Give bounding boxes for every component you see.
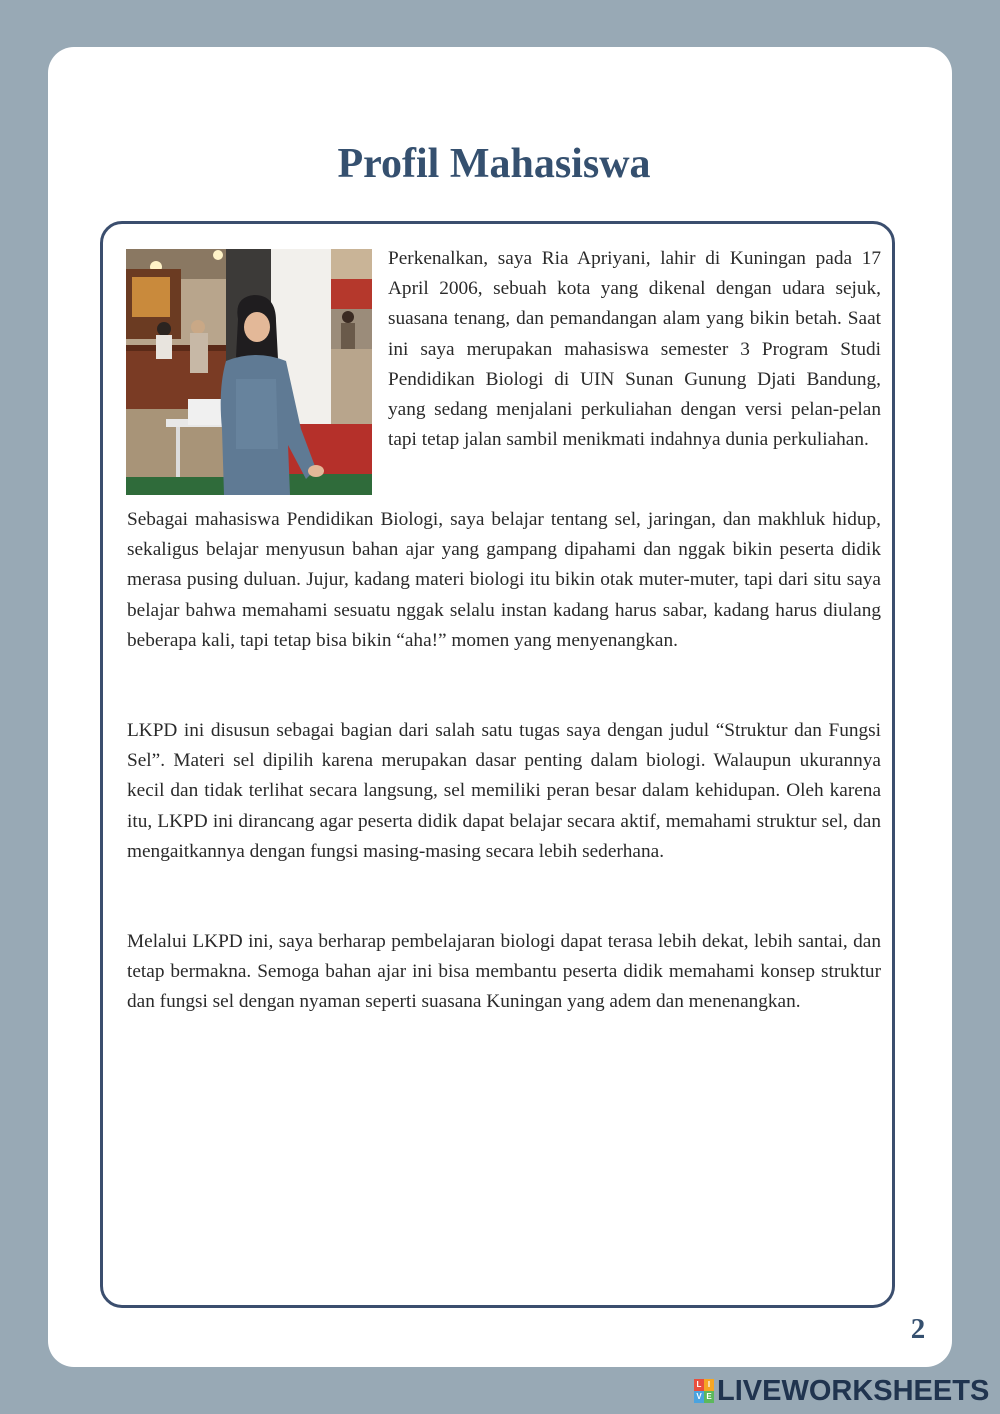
logo-letter-i: I xyxy=(704,1379,714,1391)
third-paragraph: LKPD ini disusun sebagai bagian dari salah satu tugas saya dengan judul “Struktur dan Fungsi Sel”. Materi sel dipilih karena merupakan dasar penting dalam biologi. Walaupun ukurannya kecil dan tidak terlihat secara langsung, sel memiliki peran besar dalam kehidupan. Oleh karena itu, LKPD ini dirancang agar peserta didik dapat belajar secara aktif, memahami struktur sel, dan mengaitkannya dengan fungsi masing-masing secara lebih sederhana. xyxy=(127,720,881,862)
fourth-paragraph: Melalui LKPD ini, saya berharap pembelajaran biologi dapat terasa lebih dekat, lebih santai, dan tetap bermakna. Semoga bahan ajar ini bisa membantu peserta didik memahami konsep struktur dan fungsi sel dengan nyaman seperti suasana Kuningan yang adem dan menenangkan. xyxy=(127,931,881,1013)
liveworksheets-logo-icon xyxy=(694,1379,714,1403)
page-number: 2 xyxy=(910,1313,926,1345)
logo-letter-e: E xyxy=(704,1391,714,1403)
page-title: Profil Mahasiswa xyxy=(337,141,651,187)
liveworksheets-brand[interactable] xyxy=(694,1376,989,1406)
second-paragraph: Sebagai mahasiswa Pendidikan Biologi, saya belajar tentang sel, jaringan, dan makhluk hidup, sekaligus belajar menyusun bahan ajar yang gampang dipahami dan nggak bikin peserta didik merasa pusing duluan. Jujur, kadang materi biologi itu bikin otak muter-muter, tapi dari situ saya belajar bahwa memahami sesuatu nggak selalu instan kadang harus sabar, kadang harus diulang beberapa kali, tapi tetap bisa bikin “aha!” momen yang menyenangkan. xyxy=(127,509,881,651)
student-photo xyxy=(126,249,372,495)
logo-letter-l: L xyxy=(694,1379,704,1391)
liveworksheets-wordmark: LIVEWORKSHEETS xyxy=(717,1375,990,1407)
logo-letter-v: V xyxy=(694,1391,704,1403)
intro-paragraph: Perkenalkan, saya Ria Apriyani, lahir di Kuningan pada 17 April 2006, sebuah kota yang dikenal dengan udara sejuk, suasana tenang, dan pemandangan alam yang bikin betah. Saat ini saya merupakan mahasiswa semester 3 Program Studi Pendidikan Biologi di UIN Sunan Gunung Djati Bandung, yang sedang menjalani perkuliahan dengan versi pelan-pelan tapi tetap jalan sambil menikmati indahnya dunia perkuliahan. xyxy=(388,248,881,451)
